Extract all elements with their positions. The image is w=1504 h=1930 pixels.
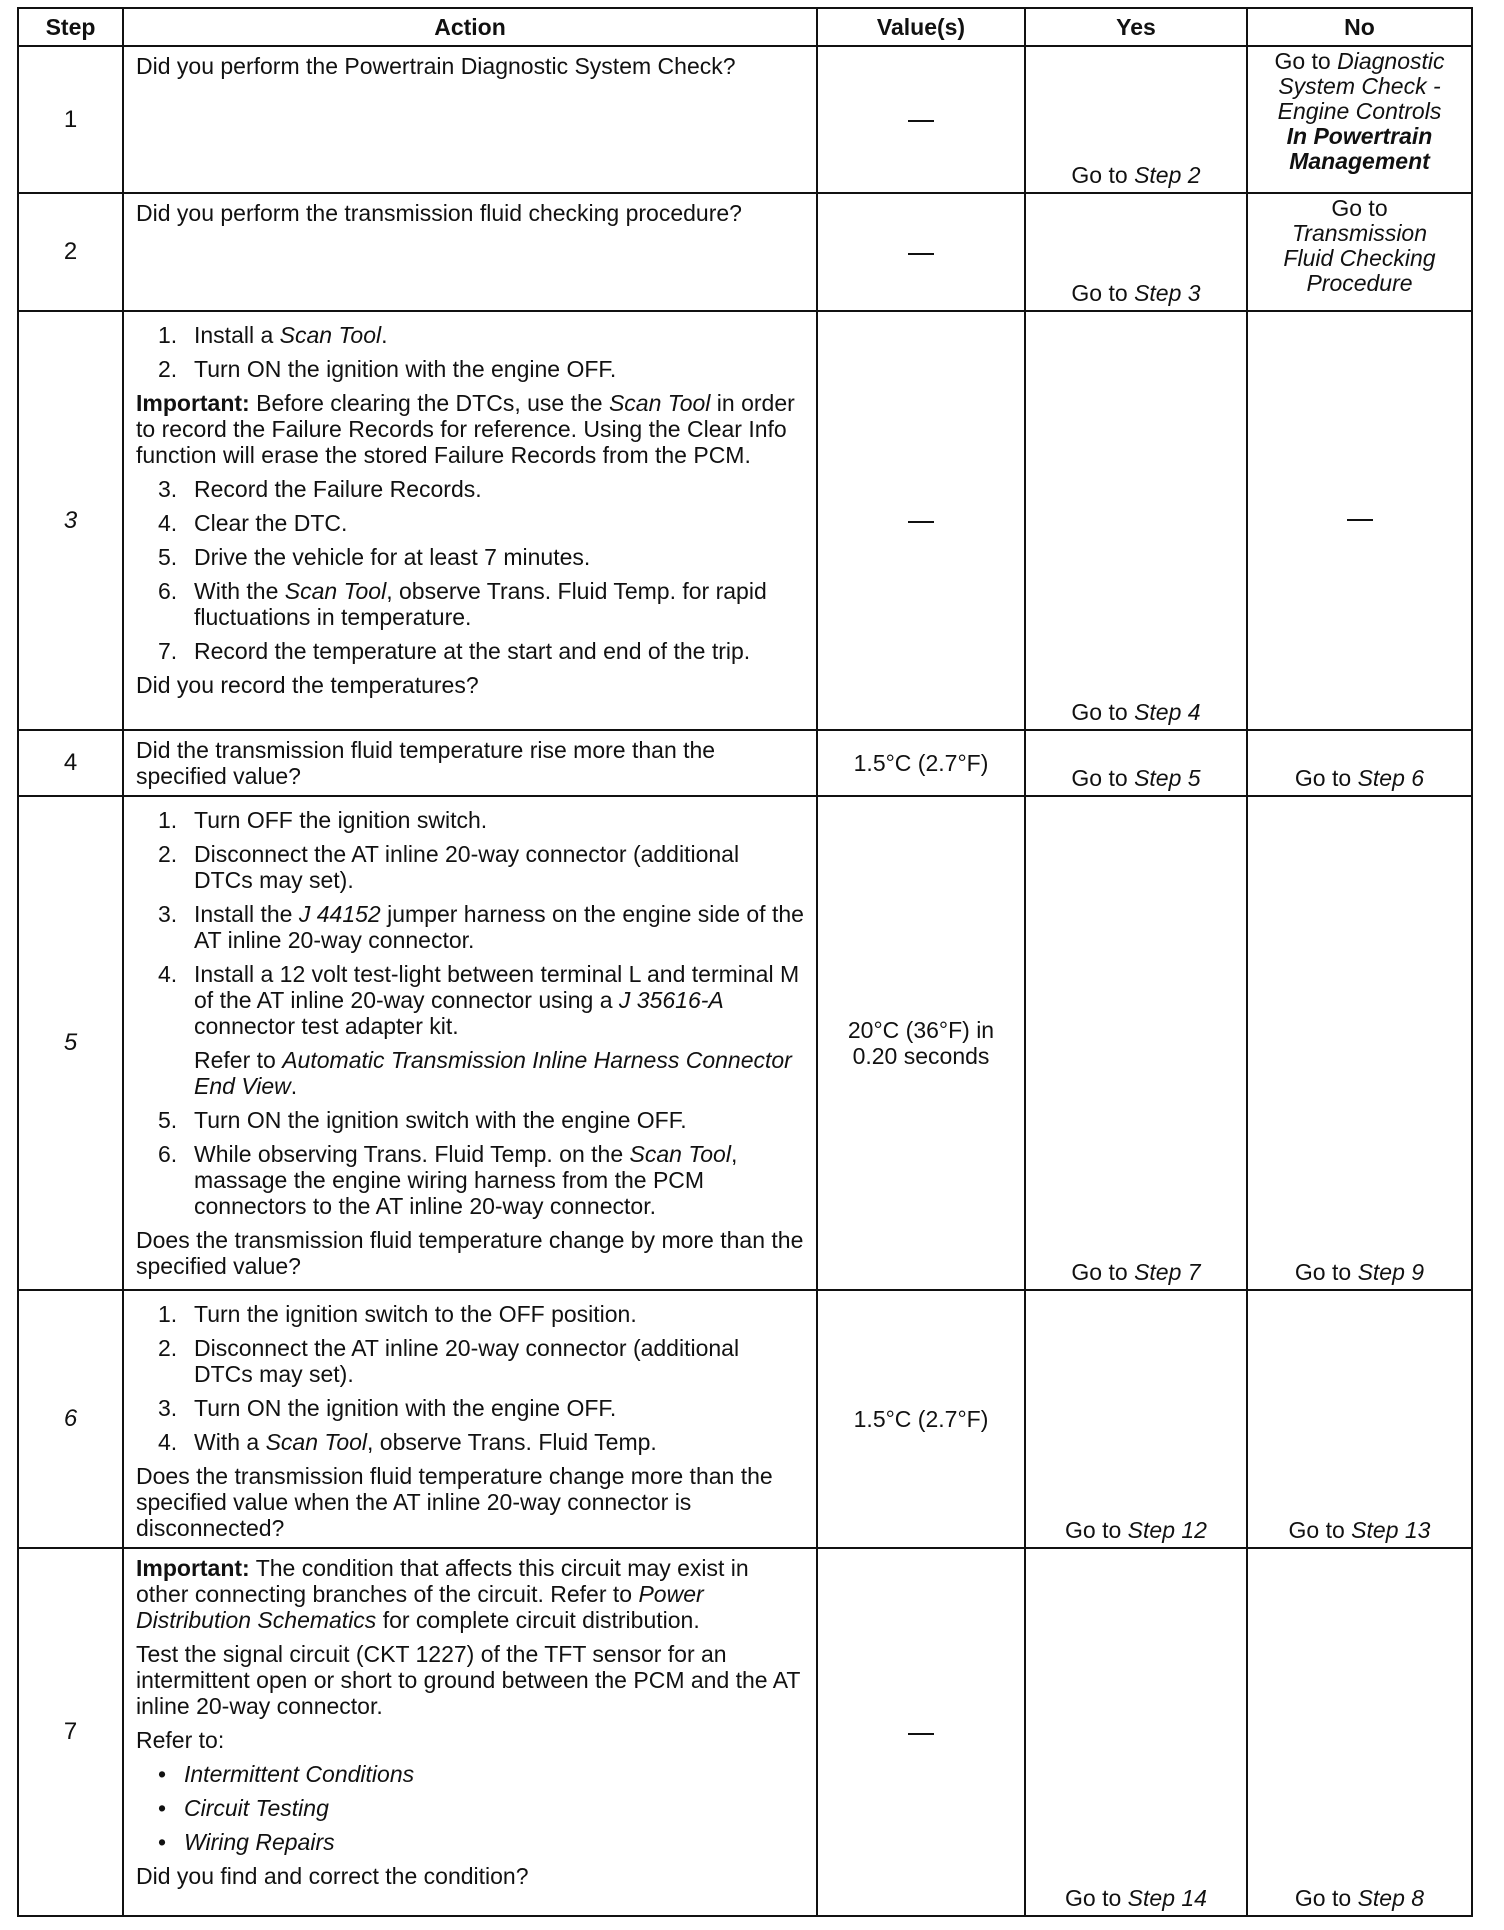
- test-instruction: Test the signal circuit (CKT 1227) of the TFT sensor for an intermittent open or short to ground between the PCM and the AT inline 20-way connector.: [136, 1641, 800, 1719]
- reference-list: [136, 1761, 804, 1855]
- refer-label: Refer to:: [136, 1727, 225, 1753]
- em-dash: [908, 521, 934, 523]
- procedure-step: 6. With the Scan Tool, observe Trans. Fluid Temp. for rapid fluctuations in temperature.: [158, 578, 767, 630]
- procedure-list: [136, 322, 804, 382]
- procedure-step: 3. Turn ON the ignition with the engine OFF.: [158, 1395, 617, 1421]
- table-row: [18, 193, 1472, 311]
- table-row: [18, 730, 1472, 796]
- procedure-list: [136, 807, 804, 1039]
- procedure-step: 2. Disconnect the AT inline 20-way connector (additional DTCs may set).: [158, 1335, 740, 1387]
- action-cell: [123, 46, 817, 193]
- procedure-step: 3. Record the Failure Records.: [158, 476, 482, 502]
- value-cell: [817, 311, 1025, 730]
- step-number: 7: [18, 1548, 123, 1916]
- diagnostic-table: [17, 7, 1473, 1917]
- no-step-link: Step 8: [1357, 1885, 1425, 1911]
- procedure-step: 4. Install a 12 volt test-light between terminal L and terminal M of the AT inline 20-way connector using a J 35616-A connector test adapter kit.: [158, 961, 800, 1039]
- yes-cell: Go to Step 7: [1025, 796, 1247, 1290]
- value-cell: [817, 193, 1025, 311]
- table-row: [18, 46, 1472, 193]
- important-note: Important: The condition that affects this circuit may exist in other connecting branches of the circuit. Refer to Power Distribution Schematics for complete circuit distribution.: [136, 1555, 749, 1633]
- procedure-step: 4. Clear the DTC.: [158, 510, 348, 536]
- em-dash: [1347, 519, 1373, 521]
- yes-cell: Go to Step 2: [1025, 46, 1247, 193]
- question-text: Did the transmission fluid temperature rise more than the specified value?: [136, 737, 716, 789]
- procedure-step: 5. Turn ON the ignition switch with the engine OFF.: [158, 1107, 687, 1133]
- reference-note: Refer to Automatic Transmission Inline Harness Connector End View.: [194, 1047, 792, 1099]
- yes-step-link: Step 12: [1127, 1517, 1207, 1543]
- reference-item: • Intermittent Conditions: [136, 1761, 804, 1787]
- yes-step-link: Step 4: [1134, 699, 1201, 725]
- procedure-list: [136, 1301, 804, 1455]
- question-text: Did you record the temperatures?: [136, 672, 479, 698]
- table-row: [18, 1290, 1472, 1548]
- header-values: Value(s): [817, 8, 1025, 46]
- question-text: Did you perform the transmission fluid checking procedure?: [136, 200, 742, 226]
- question-text: Does the transmission fluid temperature change more than the specified value when the AT inline 20-way connector is disconnected?: [136, 1463, 773, 1541]
- header-no: No: [1247, 8, 1472, 46]
- procedure-list: [136, 476, 804, 664]
- step-number: 2: [18, 193, 123, 311]
- step-number: 1: [18, 46, 123, 193]
- value-cell: [817, 1548, 1025, 1916]
- yes-step-link: Step 3: [1134, 280, 1201, 306]
- yes-step-link: Step 7: [1134, 1259, 1201, 1285]
- table-row: [18, 796, 1472, 1290]
- procedure-step: 1. Turn the ignition switch to the OFF position.: [158, 1301, 637, 1327]
- em-dash: [908, 253, 934, 255]
- procedure-step: 4. With a Scan Tool, observe Trans. Fluid Temp.: [158, 1429, 657, 1455]
- yes-cell: Go to Step 4: [1025, 311, 1247, 730]
- question-text: Does the transmission fluid temperature change by more than the specified value?: [136, 1227, 804, 1279]
- action-cell: [123, 730, 817, 796]
- yes-cell: Go to Step 3: [1025, 193, 1247, 311]
- reference-item: • Wiring Repairs: [136, 1829, 804, 1855]
- question-text: Did you find and correct the condition?: [136, 1863, 529, 1889]
- yes-step-link: Step 2: [1134, 162, 1201, 188]
- value-cell: 1.5°C (2.7°F): [817, 730, 1025, 796]
- procedure-step: 1. Turn OFF the ignition switch.: [158, 807, 488, 833]
- em-dash: [908, 1733, 934, 1735]
- no-step-link: Step 13: [1351, 1517, 1431, 1543]
- procedure-step: 6. While observing Trans. Fluid Temp. on the Scan Tool, massage the engine wiring harness from the PCM connectors to the AT inline 20-way connector.: [158, 1141, 738, 1219]
- table-row: [18, 311, 1472, 730]
- question-text: Did you perform the Powertrain Diagnostic System Check?: [136, 53, 736, 79]
- yes-cell: Go to Step 5: [1025, 730, 1247, 796]
- no-cell: [1247, 311, 1472, 730]
- header-yes: Yes: [1025, 8, 1247, 46]
- procedure-step: 5. Drive the vehicle for at least 7 minutes.: [158, 544, 591, 570]
- action-cell: [123, 311, 817, 730]
- procedure-step: 7. Record the temperature at the start and end of the trip.: [158, 638, 751, 664]
- no-step-link: Step 9: [1357, 1259, 1425, 1285]
- step-number: 4: [18, 730, 123, 796]
- yes-cell: Go to Step 14: [1025, 1548, 1247, 1916]
- step-number: 5: [18, 796, 123, 1290]
- procedure-step: 2. Turn ON the ignition with the engine OFF.: [158, 356, 617, 382]
- no-cell: Go to Transmission Fluid Checking Procedure: [1247, 193, 1472, 311]
- table-row: [18, 1548, 1472, 1916]
- yes-step-link: Step 14: [1127, 1885, 1207, 1911]
- step-number: 6: [18, 1290, 123, 1548]
- no-cell: Go to Step 6: [1247, 730, 1472, 796]
- procedure-step: 2. Disconnect the AT inline 20-way connector (additional DTCs may set).: [158, 841, 740, 893]
- no-cell: Go to Diagnostic System Check - Engine Controls In Powertrain Management: [1247, 46, 1472, 193]
- header-action: Action: [123, 8, 817, 46]
- value-cell: [817, 46, 1025, 193]
- procedure-step: 1. Install a Scan Tool.: [158, 322, 388, 348]
- yes-step-link: Step 5: [1134, 765, 1201, 791]
- header-row: [18, 8, 1472, 46]
- reference-item: • Circuit Testing: [136, 1795, 804, 1821]
- important-note: Important: Before clearing the DTCs, use the Scan Tool in order to record the Failure Records for reference. Using the Clear Info function will erase the stored Failure Records from the PCM.: [136, 390, 795, 468]
- header-step: Step: [18, 8, 123, 46]
- value-cell: 20°C (36°F) in 0.20 seconds: [817, 796, 1025, 1290]
- step-number: 3: [18, 311, 123, 730]
- procedure-list: [136, 1107, 804, 1219]
- procedure-step: 3. Install the J 44152 jumper harness on the engine side of the AT inline 20-way connector.: [158, 901, 804, 953]
- yes-cell: Go to Step 12: [1025, 1290, 1247, 1548]
- value-cell: 1.5°C (2.7°F): [817, 1290, 1025, 1548]
- no-cell: Go to Step 8: [1247, 1548, 1472, 1916]
- action-cell: [123, 1290, 817, 1548]
- no-step-link: Step 6: [1357, 765, 1425, 791]
- em-dash: [908, 120, 934, 122]
- no-cell: Go to Step 13: [1247, 1290, 1472, 1548]
- action-cell: [123, 1548, 817, 1916]
- no-cell: Go to Step 9: [1247, 796, 1472, 1290]
- action-cell: [123, 193, 817, 311]
- action-cell: [123, 796, 817, 1290]
